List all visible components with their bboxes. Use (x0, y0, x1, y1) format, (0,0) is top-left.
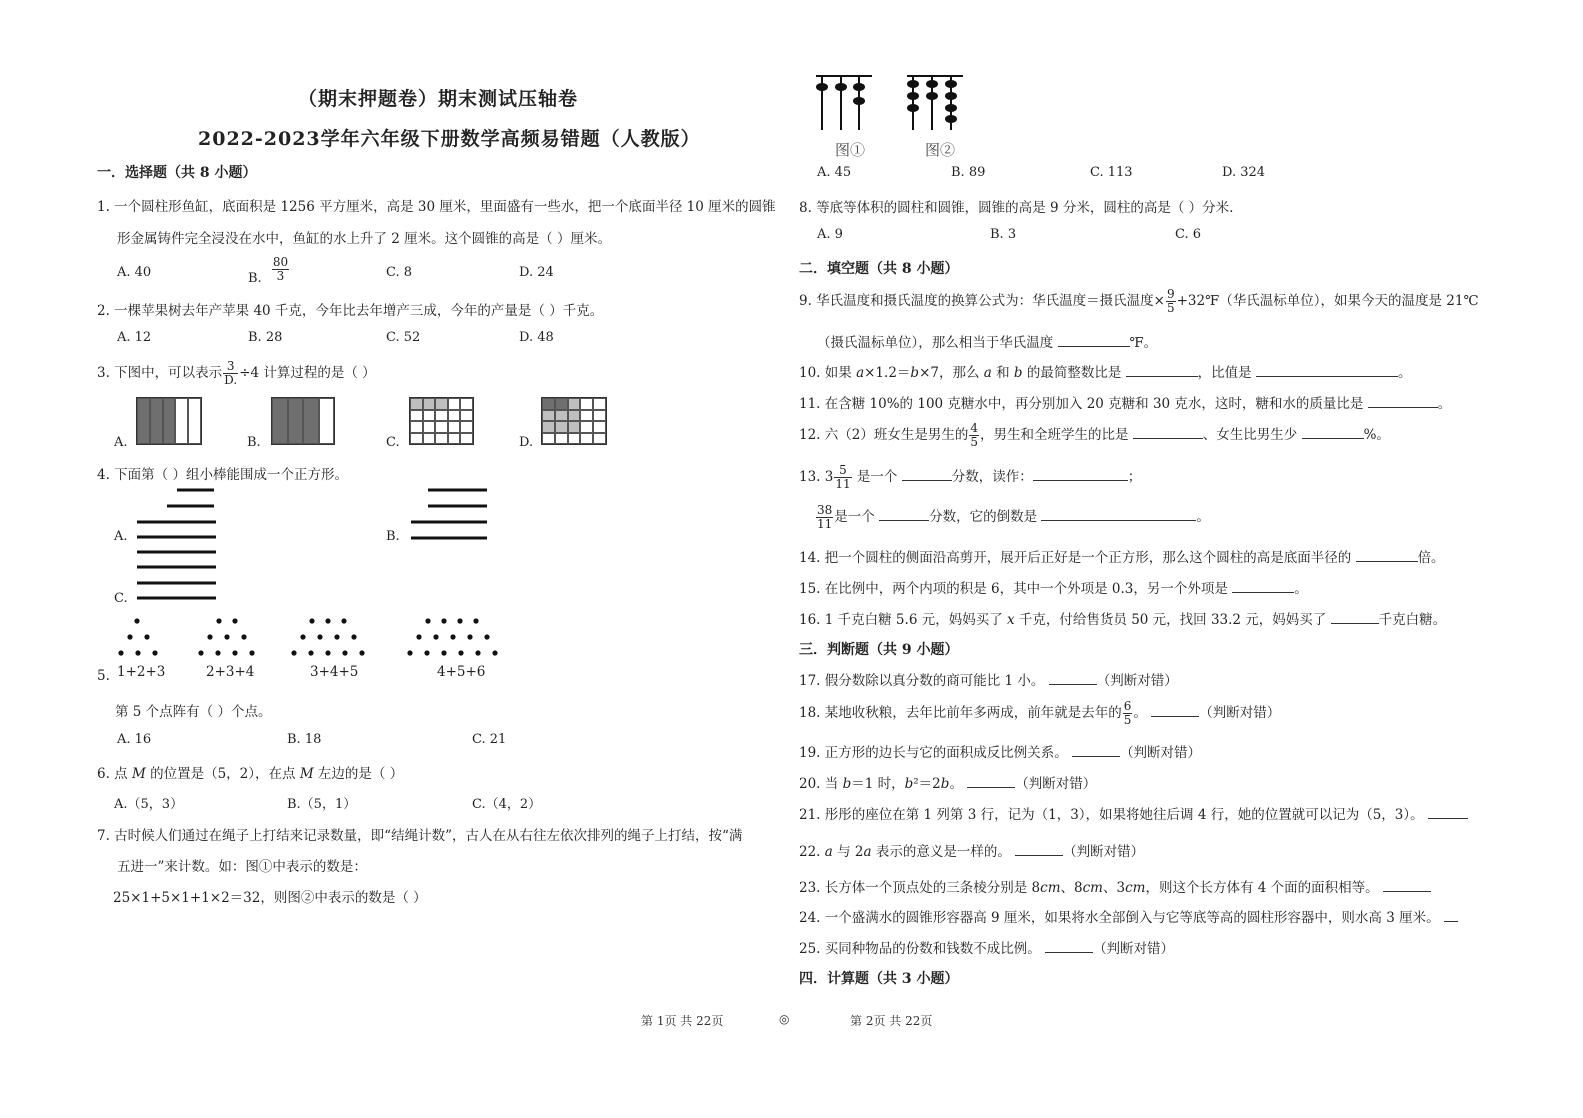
q15-line: 15. 在比例中，两个内项的积是 6，其中一个外项是 0.3，另一个外项是 。 (799, 581, 1308, 597)
q1-line1: 1. 一个圆柱形鱼缸，底面积是 1256 平方厘米，高是 30 厘米，里面盛有一些水，把一个底面半径 10 厘米的圆锥 (97, 199, 776, 215)
q4-option-b: B. (386, 529, 400, 544)
q18-line: 18. 某地收秋粮，去年比前年多两成，前年就是去年的 $\frac{6}{5}$ 。 （判断对错） (799, 699, 1281, 727)
q4-sticks-figure-b (405, 485, 495, 545)
q22-line: 22. a 与 2a 表示的意义是一样的。 （判断对错） (799, 844, 1145, 860)
q7-line3: 25×1+5×1+1×2＝32，则图②中表示的数是（ ） (113, 890, 427, 906)
q20-line: 20. 当 b＝1 时，b²＝2b。 （判断对错） (799, 776, 1097, 792)
q7-option-a: A. 45 (817, 165, 852, 180)
q25-line: 25. 买同种物品的份数和钱数不成比例。 （判断对错） (799, 941, 1175, 957)
q1-line2: 形金属铸件完全浸没在水中，鱼缸的水上升了 2 厘米。这个圆锥的高是（ ）厘米。 (117, 231, 611, 247)
q17-answer-blank[interactable] (1049, 672, 1097, 685)
footer-page-left: 第 1页 共 22页 (641, 1014, 724, 1028)
q1-option-c: C. 8 (386, 265, 413, 280)
q5-option-b: B. 18 (287, 732, 322, 747)
q2-line1: 2. 一棵苹果树去年产苹果 40 千克，今年比去年增产三成，今年的产量是（ ）千克。 (97, 303, 604, 319)
q7-rope-figures (812, 72, 972, 134)
q2-option-d: D. 48 (519, 330, 554, 345)
q12-line: 12. 六（2）班女生是男生的 $\frac{4}{5}$ ，男生和全班学生的比是 、女生比男生少 %。 (799, 421, 1390, 449)
q16-answer-blank[interactable] (1331, 611, 1379, 624)
q4-sticks-figure (130, 485, 230, 605)
q4-line1: 4. 下面第（ ）组小棒能围成一个正方形。 (97, 467, 348, 483)
q3-option-a: A. (114, 435, 128, 450)
q2-option-b: B. 28 (248, 330, 283, 345)
section-calc-title: 四．计算题（共 3 小题） (799, 971, 959, 987)
q13-line1: 13. 3 $\frac{5}{11}$ 是一个 分数，读作： ； (799, 463, 1142, 491)
q4-option-c: C. (114, 591, 128, 606)
doc-subtitle: 2022-2023学年六年级下册数学高频易错题（人教版） (198, 128, 701, 150)
q7-option-b: B. 89 (951, 165, 986, 180)
q5-number: 5. (97, 668, 110, 684)
section-judge-title: 三．判断题（共 9 小题） (799, 642, 959, 658)
q19-answer-blank[interactable] (1072, 744, 1120, 757)
q12-percent-blank[interactable] (1302, 426, 1364, 439)
q24-line: 24. 一个盛满水的圆锥形容器高 9 厘米，如果将水全部倒入与它等底等高的圆柱形容器中，则水高 3 厘米。 (799, 906, 1458, 926)
q8-option-b: B. 3 (990, 227, 1017, 242)
q10-value-blank[interactable] (1256, 364, 1398, 377)
q21-line: 21. 彤彤的座位在第 1 列第 3 行，记为（1，3），如果将她往后调 4 行，她的位置就可以记为（5，3）。 (799, 803, 1468, 823)
section-fill-title: 二．填空题（共 8 小题） (799, 261, 959, 277)
q5-label-1: 1+2+3 (117, 664, 166, 680)
q1-option-b: B. $\frac{80}{3}$ (248, 255, 289, 286)
footer-page-right: 第 2页 共 22页 (850, 1014, 933, 1028)
q4-option-a: A. (114, 529, 128, 544)
q13-reading-blank[interactable] (1033, 468, 1128, 481)
q22-answer-blank[interactable] (1015, 843, 1063, 856)
q1-option-d: D. 24 (519, 265, 554, 280)
q21-answer-blank[interactable] (1428, 806, 1468, 819)
q1-option-a: A. 40 (117, 265, 152, 280)
q5-option-c: C. 21 (472, 732, 507, 747)
q7-figure2-label: 图② (925, 141, 956, 159)
footer-binding-mark: ◎ (779, 1012, 790, 1026)
q17-line: 17. 假分数除以真分数的商可能比 1 小。 （判断对错） (799, 673, 1178, 689)
q23-answer-blank[interactable] (1383, 879, 1431, 892)
q3-option-c: C. (386, 435, 400, 450)
q5-label-4: 4+5+6 (437, 664, 486, 680)
q9-line1: 9. 华氏温度和摄氏温度的换算公式为：华氏温度＝摄氏温度× $\frac{9}{5}$ +32℉（华氏温标单位），如果今天的温度是 21℃ (799, 287, 1479, 315)
q8-line1: 8. 等底等体积的圆柱和圆锥，圆锥的高是 9 分米，圆柱的高是（ ）分米. (799, 200, 1234, 216)
q24-answer-blank[interactable] (1444, 909, 1458, 922)
q12-ratio-blank[interactable] (1133, 426, 1203, 439)
q14-line: 14. 把一个圆柱的侧面沿高剪开，展开后正好是一个正方形，那么这个圆柱的高是底面半径的 倍。 (799, 550, 1445, 566)
q7-option-c: C. 113 (1090, 165, 1133, 180)
q3-figure-b (271, 397, 335, 445)
q5-line2: 第 5 个点阵有（ ）个点。 (115, 704, 272, 720)
q3-line1: 3. 下图中，可以表示 $\frac{3}{D.}$ ÷4 计算过程的是（ ） (97, 359, 376, 387)
q10-line: 10. 如果 a×1.2＝b×7，那么 a 和 b 的最简整数比是 ，比值是 。 (799, 365, 1412, 381)
q6-option-c: C.（4，2） (472, 797, 542, 812)
q5-option-a: A. 16 (117, 732, 152, 747)
q2-option-a: A. 12 (117, 330, 152, 345)
q8-option-a: A. 9 (817, 227, 843, 242)
q10-ratio-blank[interactable] (1126, 364, 1198, 377)
section-choice-title: 一．选择题（共 8 小题） (97, 165, 257, 181)
doc-title: （期末押题卷）期末测试压轴卷 (298, 88, 579, 110)
q3-option-d: D. (519, 435, 534, 450)
q7-line1: 7. 古时候人们通过在绳子上打结来记录数量，即“结绳计数”，古人在从右往左依次排列的绳子上打结，按“满 (97, 828, 743, 844)
q11-answer-blank[interactable] (1368, 395, 1438, 408)
q3-figure-c (409, 397, 474, 445)
q3-figure-d (541, 397, 607, 445)
q3-option-b: B. (247, 435, 261, 450)
q13-line2: $\frac{38}{11}$ 是一个 分数，它的倒数是 。 (817, 503, 1210, 531)
q5-label-2: 2+3+4 (206, 664, 255, 680)
q9-answer-blank[interactable] (1058, 334, 1130, 347)
q6-option-a: A.（5，3） (114, 797, 184, 812)
q7-option-d: D. 324 (1222, 165, 1266, 180)
q25-answer-blank[interactable] (1045, 940, 1093, 953)
q19-line: 19. 正方形的边长与它的面积成反比例关系。 （判断对错） (799, 745, 1202, 761)
q3-figure-a (136, 397, 202, 445)
q6-option-b: B.（5，1） (287, 797, 357, 812)
q2-option-c: C. 52 (386, 330, 421, 345)
q13-type-blank[interactable] (902, 468, 952, 481)
q6-line1: 6. 点 M 的位置是（5，2），在点 M 左边的是（ ） (97, 766, 404, 782)
q5-label-3: 3+4+5 (310, 664, 359, 680)
q7-figure1-label: 图① (835, 141, 866, 159)
q8-option-c: C. 6 (1175, 227, 1202, 242)
q23-line: 23. 长方体一个顶点处的三条棱分别是 8cm、8cm、3cm，则这个长方体有 4 个面的面积相等。 (799, 876, 1431, 896)
q7-line2: 五进一”来计数。如：图①中表示的数是： (117, 859, 367, 875)
q18-answer-blank[interactable] (1151, 704, 1199, 717)
q13-type2-blank[interactable] (879, 508, 929, 521)
q15-answer-blank[interactable] (1232, 580, 1294, 593)
q13-reciprocal-blank[interactable] (1041, 508, 1196, 521)
q16-line: 16. 1 千克白糖 5.6 元，妈妈买了 x 千克，付给售货员 50 元，找回 33.2 元，妈妈买了 千克白糖。 (799, 612, 1447, 628)
q20-answer-blank[interactable] (967, 775, 1015, 788)
q11-line: 11. 在含糖 10%的 100 克糖水中，再分别加入 20 克糖和 30 克水，这时，糖和水的质量比是 。 (799, 396, 1452, 412)
q9-line2: （摄氏温标单位），那么相当于华氏温度 ℉。 (817, 335, 1158, 351)
q14-answer-blank[interactable] (1356, 549, 1418, 562)
q5-dot-arrays (110, 612, 510, 662)
